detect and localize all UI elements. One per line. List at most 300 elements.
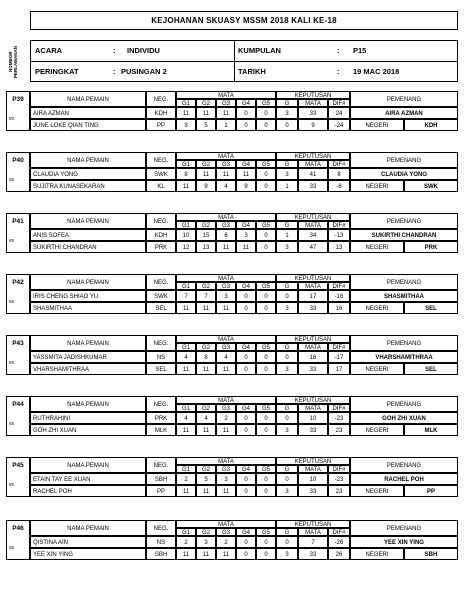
- header-neg: NEG.: [146, 335, 176, 351]
- player-name: IRIS CHENG SHIAO YU: [30, 290, 146, 302]
- game-score: 11: [196, 168, 216, 180]
- player-neg: SBH: [146, 548, 176, 560]
- winner-name: AIRA AZMAN: [350, 107, 458, 119]
- game-score: 11: [176, 548, 196, 560]
- player-neg: SEL: [146, 363, 176, 375]
- game-score: 11: [216, 485, 236, 497]
- header-mata-total: MATA: [298, 404, 328, 412]
- match-number: P44: [12, 401, 24, 408]
- player-name: JUNE LOKE QIAN TING: [30, 119, 146, 131]
- game-score: 4: [216, 180, 236, 192]
- game-score: 15: [196, 229, 216, 241]
- game-score: 0: [236, 412, 256, 424]
- game-score: 0: [256, 107, 276, 119]
- point-diff: -23: [328, 412, 350, 424]
- games-won: 3: [276, 168, 298, 180]
- header-nama: NAMA PEMAIN: [30, 91, 146, 107]
- match-number: P40: [12, 157, 24, 164]
- negeri-label: NEGERI: [350, 180, 404, 192]
- winner-state: SEL: [404, 363, 458, 375]
- player-name: SUJITRA KUNASEKARAN: [30, 180, 146, 192]
- header-keputusan: KEPUTUSAN: [276, 396, 350, 404]
- header-g3: G3: [216, 343, 236, 351]
- point-diff: -13: [328, 229, 350, 241]
- winner-state: KDH: [404, 119, 458, 131]
- match-id-cell: [6, 274, 30, 314]
- player-neg: MLK: [146, 424, 176, 436]
- total-points: 33: [298, 485, 328, 497]
- vs-label: vs: [9, 421, 14, 427]
- header-mata: MATA: [176, 335, 276, 343]
- match-id-cell: [6, 91, 30, 131]
- header-nama: NAMA PEMAIN: [30, 396, 146, 412]
- header-g5: G5: [256, 221, 276, 229]
- game-score: 9: [236, 180, 256, 192]
- header-g4: G4: [236, 99, 256, 107]
- header-mata-total: MATA: [298, 282, 328, 290]
- game-score: 10: [176, 229, 196, 241]
- game-score: 0: [256, 290, 276, 302]
- games-won: 3: [276, 548, 298, 560]
- game-score: 0: [256, 119, 276, 131]
- header-pemenang: PEMENANG: [350, 520, 458, 536]
- winner-name: YEE XIN YING: [350, 536, 458, 548]
- winner-name: VHARSHAMITHRAA: [350, 351, 458, 363]
- negeri-label: NEGERI: [350, 241, 404, 253]
- negeri-label: NEGERI: [350, 424, 404, 436]
- header-pemenang: PEMENANG: [350, 91, 458, 107]
- game-score: 0: [256, 548, 276, 560]
- header-g4: G4: [236, 282, 256, 290]
- header-g1: G1: [176, 282, 196, 290]
- game-score: 0: [256, 536, 276, 548]
- game-score: 7: [196, 290, 216, 302]
- header-mata: MATA: [176, 274, 276, 282]
- match-id-cell: [6, 213, 30, 253]
- total-points: 41: [298, 168, 328, 180]
- header-keputusan: KEPUTUSAN: [276, 91, 350, 99]
- header-g2: G2: [196, 465, 216, 473]
- header-g: G: [276, 282, 298, 290]
- peringkat-label: PERINGKAT: [35, 67, 79, 76]
- game-score: 11: [236, 241, 256, 253]
- games-won: 3: [276, 363, 298, 375]
- game-score: 0: [256, 229, 276, 241]
- header-g4: G4: [236, 404, 256, 412]
- header-g1: G1: [176, 343, 196, 351]
- match-number: P39: [12, 96, 24, 103]
- player-name: RACHEL POH: [30, 485, 146, 497]
- header-g: G: [276, 343, 298, 351]
- winner-name: GOH ZHI XUAN: [350, 412, 458, 424]
- point-diff: -17: [328, 351, 350, 363]
- header-g5: G5: [256, 343, 276, 351]
- header-mata-total: MATA: [298, 221, 328, 229]
- game-score: 2: [216, 412, 236, 424]
- header-keputusan: KEPUTUSAN: [276, 457, 350, 465]
- match-block: [6, 152, 458, 192]
- negeri-label: NEGERI: [350, 363, 404, 375]
- player-name: SUKIRTHI CHANDRAN: [30, 241, 146, 253]
- game-score: 3: [216, 290, 236, 302]
- point-diff: 17: [328, 363, 350, 375]
- header-keputusan: KEPUTUSAN: [276, 213, 350, 221]
- header-mata-total: MATA: [298, 465, 328, 473]
- header-g1: G1: [176, 160, 196, 168]
- match-table: [30, 457, 458, 497]
- winner-state: PP: [404, 485, 458, 497]
- header-g4: G4: [236, 465, 256, 473]
- header-g2: G2: [196, 282, 216, 290]
- point-diff: -16: [328, 290, 350, 302]
- header-nama: NAMA PEMAIN: [30, 152, 146, 168]
- player-neg: PP: [146, 485, 176, 497]
- game-score: 1: [216, 119, 236, 131]
- match-table: [30, 520, 458, 560]
- header-g5: G5: [256, 465, 276, 473]
- game-score: 5: [196, 119, 216, 131]
- winner-state: SBH: [404, 548, 458, 560]
- header-mata: MATA: [176, 213, 276, 221]
- header-g5: G5: [256, 160, 276, 168]
- player-neg: SBH: [146, 473, 176, 485]
- game-score: 4: [196, 412, 216, 424]
- match-block: [6, 520, 458, 560]
- game-score: 6: [216, 229, 236, 241]
- header-pemenang: PEMENANG: [350, 152, 458, 168]
- header-g: G: [276, 465, 298, 473]
- header-g2: G2: [196, 160, 216, 168]
- game-score: 0: [256, 473, 276, 485]
- game-score: 2: [176, 536, 196, 548]
- header-neg: NEG.: [146, 457, 176, 473]
- match-number-side-label: NOMBOR PERLAWANAN: [8, 46, 18, 79]
- match-block: [6, 457, 458, 497]
- game-score: 11: [216, 107, 236, 119]
- header-g1: G1: [176, 465, 196, 473]
- header-neg: NEG.: [146, 396, 176, 412]
- header-g4: G4: [236, 221, 256, 229]
- game-score: 7: [176, 290, 196, 302]
- game-score: 8: [176, 168, 196, 180]
- colon: :: [113, 67, 116, 76]
- game-score: 8: [196, 351, 216, 363]
- header-g1: G1: [176, 99, 196, 107]
- games-won: 0: [276, 412, 298, 424]
- winner-state: SWK: [404, 180, 458, 192]
- acara-label: ACARA: [35, 46, 63, 55]
- header-keputusan: KEPUTUSAN: [276, 152, 350, 160]
- header-g3: G3: [216, 99, 236, 107]
- total-points: 17: [298, 290, 328, 302]
- game-score: 3: [236, 229, 256, 241]
- vs-label: vs: [9, 177, 14, 183]
- total-points: 33: [298, 107, 328, 119]
- game-score: 0: [236, 302, 256, 314]
- kumpulan-value: P15: [353, 46, 367, 55]
- header-dif: DIF#: [328, 343, 350, 351]
- winner-name: SUKIRTHI CHANDRAN: [350, 229, 458, 241]
- header-keputusan: KEPUTUSAN: [276, 274, 350, 282]
- header-g: G: [276, 99, 298, 107]
- header-mata: MATA: [176, 396, 276, 404]
- header-dif: DIF#: [328, 160, 350, 168]
- header-keputusan: KEPUTUSAN: [276, 520, 350, 528]
- game-score: 11: [196, 302, 216, 314]
- game-score: 0: [256, 351, 276, 363]
- game-score: 11: [216, 363, 236, 375]
- header-nama: NAMA PEMAIN: [30, 213, 146, 229]
- game-score: 3: [216, 473, 236, 485]
- player-neg: PRK: [146, 412, 176, 424]
- header-mata-total: MATA: [298, 343, 328, 351]
- games-won: 0: [276, 536, 298, 548]
- total-points: 9: [298, 119, 328, 131]
- header-neg: NEG.: [146, 520, 176, 536]
- winner-name: RACHEL POH: [350, 473, 458, 485]
- games-won: 3: [276, 424, 298, 436]
- games-won: 0: [276, 473, 298, 485]
- game-score: 4: [216, 351, 236, 363]
- winner-name: SHASMITHAA: [350, 290, 458, 302]
- header-g3: G3: [216, 160, 236, 168]
- game-score: 4: [176, 412, 196, 424]
- header-g: G: [276, 221, 298, 229]
- header-nama: NAMA PEMAIN: [30, 274, 146, 290]
- games-won: 0: [276, 119, 298, 131]
- vs-label: vs: [9, 482, 14, 488]
- game-score: 2: [216, 536, 236, 548]
- game-score: 0: [236, 536, 256, 548]
- page-title: KEJOHANAN SKUASY MSSM 2018 KALI KE-18: [30, 11, 458, 30]
- tarikh-label: TARIKH: [238, 67, 266, 76]
- header-nama: NAMA PEMAIN: [30, 520, 146, 536]
- total-points: 47: [298, 241, 328, 253]
- player-neg: SEL: [146, 302, 176, 314]
- player-name: CLAUDIA YONG: [30, 168, 146, 180]
- player-name: YASSMITA JADISHKUMAR: [30, 351, 146, 363]
- match-id-cell: [6, 152, 30, 192]
- game-score: 11: [216, 241, 236, 253]
- header-g2: G2: [196, 221, 216, 229]
- header-g: G: [276, 160, 298, 168]
- match-table: [30, 396, 458, 436]
- player-name: ANIS SOFEA: [30, 229, 146, 241]
- game-score: 11: [196, 363, 216, 375]
- game-score: 0: [256, 424, 276, 436]
- player-neg: SWK: [146, 168, 176, 180]
- negeri-label: NEGERI: [350, 548, 404, 560]
- header-dif: DIF#: [328, 99, 350, 107]
- match-table: [30, 335, 458, 375]
- games-won: 3: [276, 241, 298, 253]
- header-pemenang: PEMENANG: [350, 457, 458, 473]
- vs-label: vs: [9, 116, 14, 122]
- match-block: [6, 396, 458, 436]
- match-id-cell: [6, 335, 30, 375]
- header-nama: NAMA PEMAIN: [30, 335, 146, 351]
- player-neg: KDH: [146, 229, 176, 241]
- player-name: SHASMITHAA: [30, 302, 146, 314]
- peringkat-value: PUSINGAN 2: [121, 67, 167, 76]
- header-neg: NEG.: [146, 274, 176, 290]
- game-score: 11: [216, 168, 236, 180]
- header-g3: G3: [216, 528, 236, 536]
- point-diff: -26: [328, 536, 350, 548]
- game-score: 11: [236, 168, 256, 180]
- header-mata-total: MATA: [298, 160, 328, 168]
- game-score: 0: [256, 180, 276, 192]
- header-neg: NEG.: [146, 91, 176, 107]
- player-name: ETAIN TAY EE XUAN: [30, 473, 146, 485]
- player-name: GOH ZHI XUAN: [30, 424, 146, 436]
- header-dif: DIF#: [328, 465, 350, 473]
- acara-value: INDIVIDU: [127, 46, 160, 55]
- game-score: 11: [176, 180, 196, 192]
- header-g: G: [276, 528, 298, 536]
- header-g4: G4: [236, 160, 256, 168]
- game-score: 0: [256, 485, 276, 497]
- player-neg: NS: [146, 351, 176, 363]
- player-neg: KL: [146, 180, 176, 192]
- negeri-label: NEGERI: [350, 119, 404, 131]
- game-score: 12: [176, 241, 196, 253]
- header-g3: G3: [216, 282, 236, 290]
- point-diff: 23: [328, 485, 350, 497]
- header-dif: DIF#: [328, 404, 350, 412]
- point-diff: 26: [328, 548, 350, 560]
- player-neg: PRK: [146, 241, 176, 253]
- total-points: 34: [298, 229, 328, 241]
- game-score: 0: [236, 424, 256, 436]
- match-id-cell: [6, 520, 30, 560]
- match-block: [6, 213, 458, 253]
- game-score: 0: [236, 485, 256, 497]
- tarikh-value: 19 MAC 2018: [353, 67, 400, 76]
- game-score: 11: [176, 302, 196, 314]
- game-score: 11: [216, 424, 236, 436]
- colon: :: [113, 46, 116, 55]
- match-table: [30, 274, 458, 314]
- games-won: 1: [276, 180, 298, 192]
- header-g3: G3: [216, 404, 236, 412]
- header-g2: G2: [196, 528, 216, 536]
- total-points: 16: [298, 351, 328, 363]
- winner-name: CLAUDIA YONG: [350, 168, 458, 180]
- match-table: [30, 152, 458, 192]
- header-g5: G5: [256, 404, 276, 412]
- header-mata: MATA: [176, 91, 276, 99]
- game-score: 0: [236, 119, 256, 131]
- player-name: AIRA AZMAN: [30, 107, 146, 119]
- game-score: 0: [256, 241, 276, 253]
- point-diff: 23: [328, 424, 350, 436]
- game-score: 0: [256, 412, 276, 424]
- header-mata: MATA: [176, 457, 276, 465]
- game-score: 0: [236, 351, 256, 363]
- game-score: 3: [176, 119, 196, 131]
- header-g1: G1: [176, 221, 196, 229]
- header-mata-total: MATA: [298, 528, 328, 536]
- total-points: 7: [298, 536, 328, 548]
- game-score: 11: [196, 485, 216, 497]
- negeri-label: NEGERI: [350, 485, 404, 497]
- player-neg: SWK: [146, 290, 176, 302]
- match-table: [30, 213, 458, 253]
- header-g1: G1: [176, 404, 196, 412]
- header-dif: DIF#: [328, 221, 350, 229]
- game-score: 11: [176, 107, 196, 119]
- games-won: 1: [276, 229, 298, 241]
- header-dif: DIF#: [328, 282, 350, 290]
- match-id-cell: [6, 396, 30, 436]
- header-mata-total: MATA: [298, 99, 328, 107]
- game-score: 11: [196, 107, 216, 119]
- player-name: YEE XIN YING: [30, 548, 146, 560]
- total-points: 33: [298, 424, 328, 436]
- match-number: P41: [12, 218, 24, 225]
- vs-label: vs: [9, 360, 14, 366]
- game-score: 0: [256, 168, 276, 180]
- match-table: [30, 91, 458, 131]
- games-won: 0: [276, 290, 298, 302]
- header-g: G: [276, 404, 298, 412]
- header-g2: G2: [196, 343, 216, 351]
- header-g2: G2: [196, 99, 216, 107]
- games-won: 3: [276, 107, 298, 119]
- match-block: [6, 335, 458, 375]
- header-nama: NAMA PEMAIN: [30, 457, 146, 473]
- game-score: 13: [196, 241, 216, 253]
- match-number: P43: [12, 340, 24, 347]
- header-g3: G3: [216, 221, 236, 229]
- info-divider: [234, 41, 235, 81]
- header-pemenang: PEMENANG: [350, 335, 458, 351]
- total-points: 10: [298, 473, 328, 485]
- winner-state: SEL: [404, 302, 458, 314]
- header-mata: MATA: [176, 520, 276, 528]
- kumpulan-label: KUMPULAN: [238, 46, 281, 55]
- header-pemenang: PEMENANG: [350, 274, 458, 290]
- winner-state: PRK: [404, 241, 458, 253]
- event-info-box: [30, 40, 458, 82]
- player-neg: PP: [146, 119, 176, 131]
- player-name: VHARSHAMITHRAA: [30, 363, 146, 375]
- vs-label: vs: [9, 545, 14, 551]
- point-diff: 24: [328, 107, 350, 119]
- winner-state: MLK: [404, 424, 458, 436]
- header-pemenang: PEMENANG: [350, 396, 458, 412]
- match-id-cell: [6, 457, 30, 497]
- game-score: 4: [176, 351, 196, 363]
- point-diff: -23: [328, 473, 350, 485]
- point-diff: 16: [328, 302, 350, 314]
- game-score: 0: [236, 363, 256, 375]
- player-name: QISTINA AIN: [30, 536, 146, 548]
- game-score: 11: [176, 485, 196, 497]
- player-name: RUTHRAHINI: [30, 412, 146, 424]
- header-g1: G1: [176, 528, 196, 536]
- total-points: 33: [298, 548, 328, 560]
- vs-label: vs: [9, 299, 14, 305]
- header-mata: MATA: [176, 152, 276, 160]
- game-score: 0: [256, 363, 276, 375]
- game-score: 11: [196, 424, 216, 436]
- total-points: 33: [298, 302, 328, 314]
- header-pemenang: PEMENANG: [350, 213, 458, 229]
- match-block: [6, 91, 458, 131]
- header-g5: G5: [256, 99, 276, 107]
